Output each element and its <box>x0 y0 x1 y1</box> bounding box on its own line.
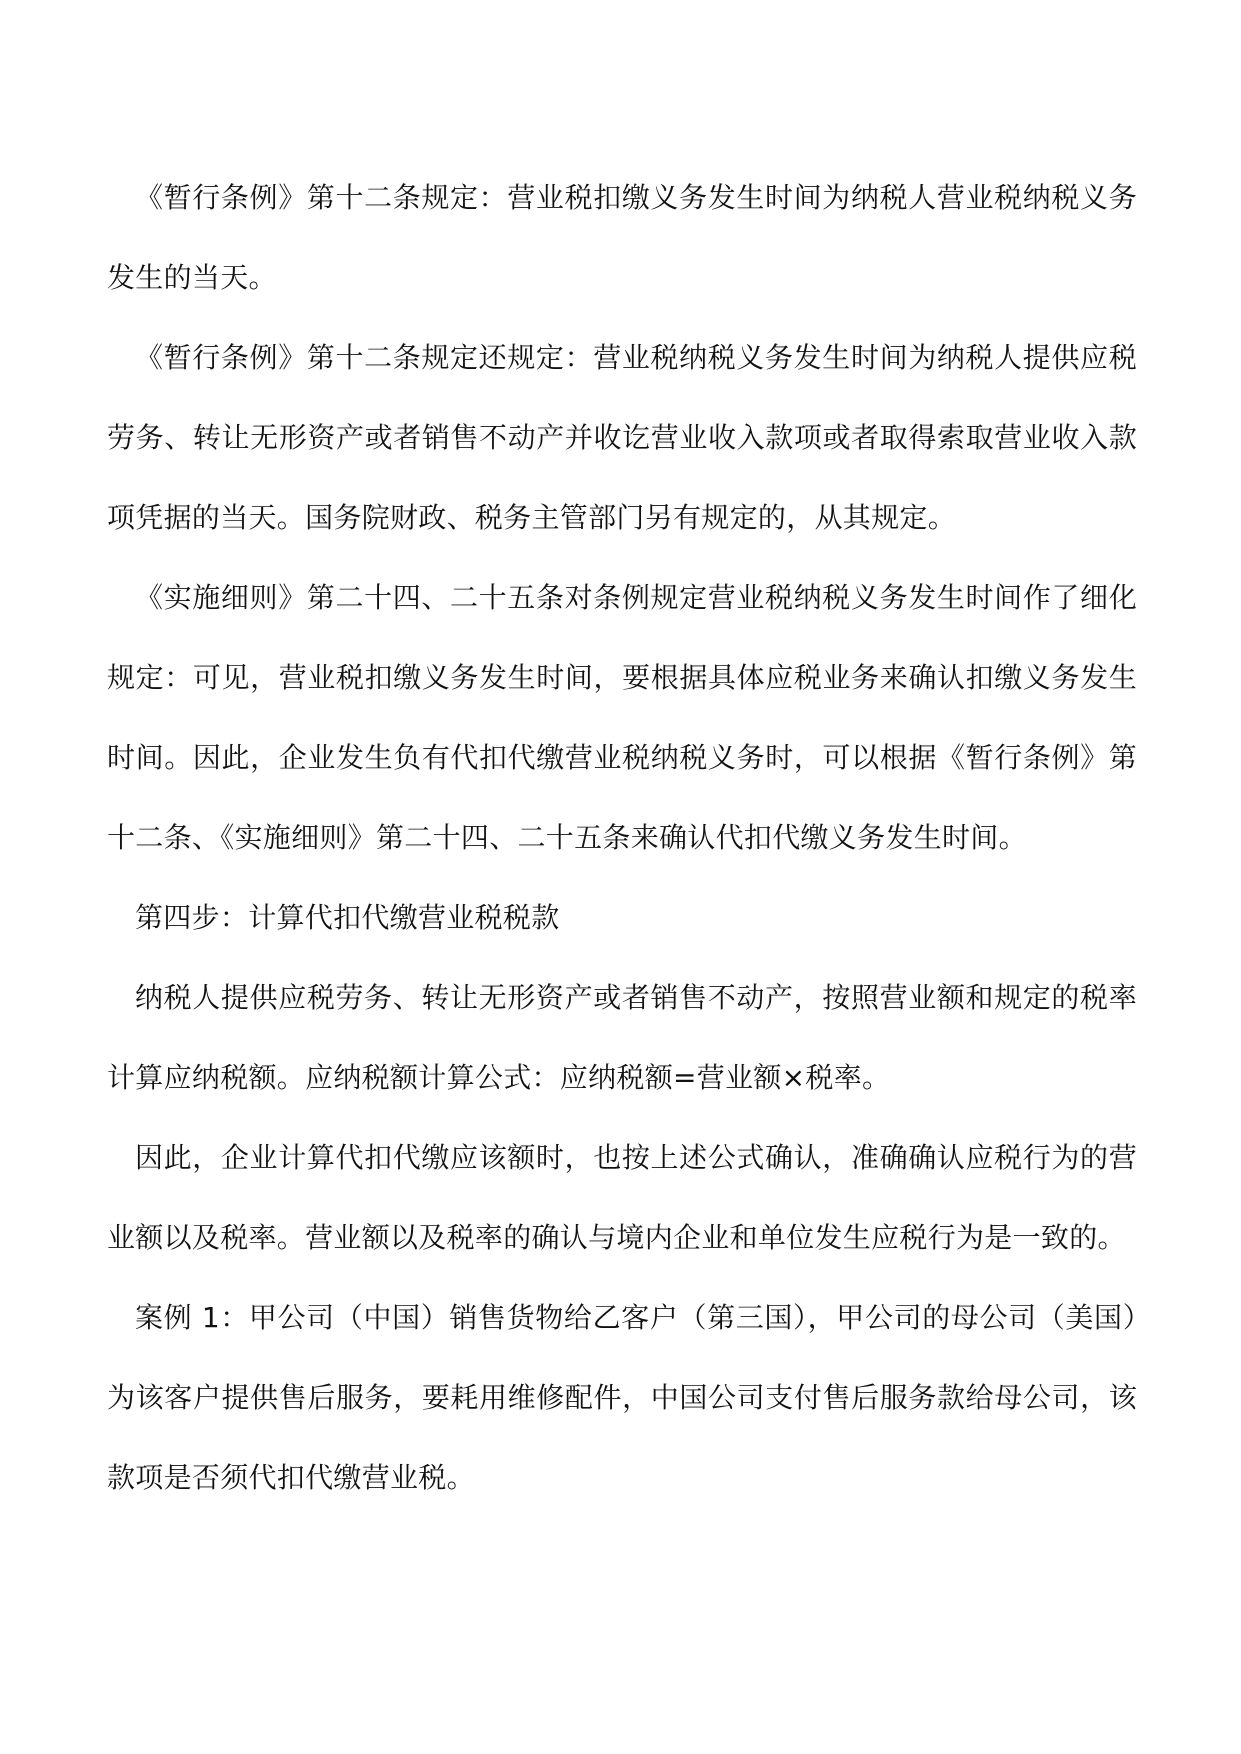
document-body <box>107 158 1137 1518</box>
paragraph-regulation-article-12: 《暂行条例》第十二条规定：营业税扣缴义务发生时间为纳税人营业税纳税义务发生的当天。 <box>107 181 1137 294</box>
paragraph-withholding-calculation: 因此，企业计算代扣代缴应该额时，也按上述公式确认，准确确认应税行为的营业额以及税率。营业额以及税率的确认与境内企业和单位发生应税行为是一致的。 <box>107 1141 1137 1254</box>
paragraph-regulation-article-12-supplement: 《暂行条例》第十二条规定还规定：营业税纳税义务发生时间为纳税人提供应税劳务、转让无形资产或者销售不动产并收讫营业收入款项或者取得索取营业收入款项凭据的当天。国务院财政、税务主管部门另有规定的，从其规定。 <box>107 341 1137 534</box>
paragraph-implementation-rules: 《实施细则》第二十四、二十五条对条例规定营业税纳税义务发生时间作了细化规定：可见，营业税扣缴义务发生时间，要根据具体应税业务来确认扣缴义务发生时间。因此，企业发生负有代扣代缴营业税纳税义务时，可以根据《暂行条例》第十二条、《实施细则》第二十四、二十五条来确认代扣代缴义务发生时间。 <box>107 581 1137 854</box>
section-heading-step-four: 第四步：计算代扣代缴营业税税款 <box>135 901 560 934</box>
paragraph-case-1: 案例 1：甲公司（中国）销售货物给乙客户（第三国），甲公司的母公司（美国）为该客户提供售后服务，要耗用维修配件，中国公司支付售后服务款给母公司，该款项是否须代扣代缴营业税。 <box>107 1301 1137 1494</box>
paragraph-tax-formula: 纳税人提供应税劳务、转让无形资产或者销售不动产，按照营业额和规定的税率计算应纳税额。应纳税额计算公式：应纳税额=营业额×税率。 <box>107 981 1137 1094</box>
